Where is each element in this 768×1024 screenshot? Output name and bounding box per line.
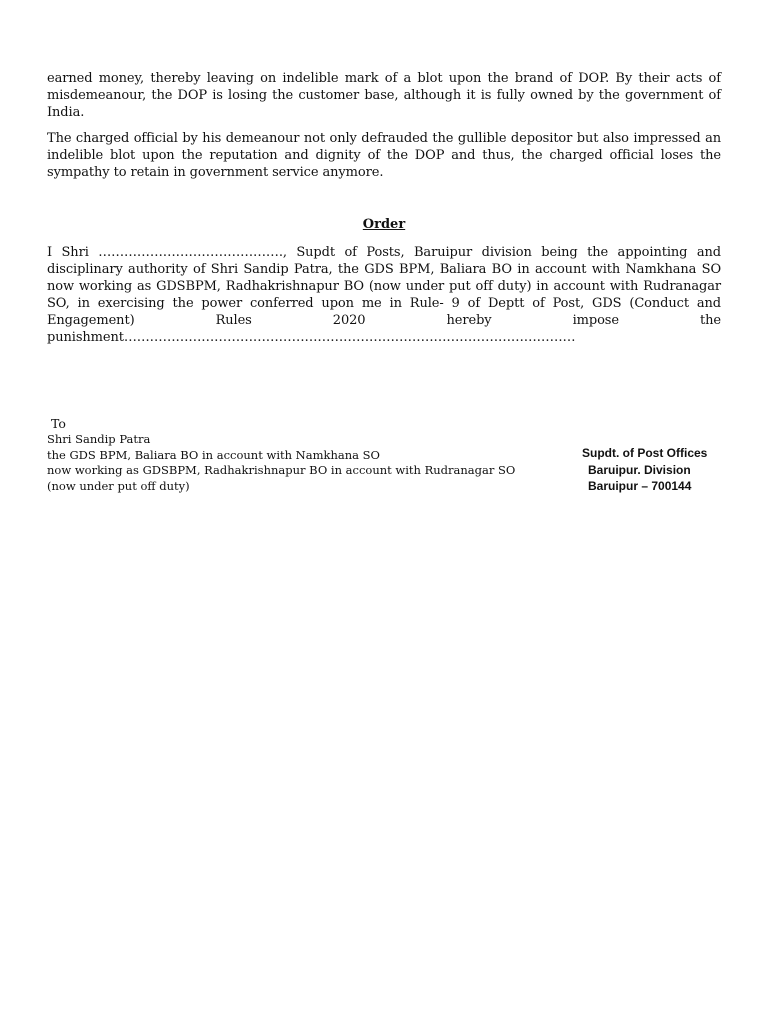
recipient-name: Shri Sandip Patra bbox=[47, 432, 151, 446]
order-text: I Shri ……………………………………., Supdt of Posts, Baruipur division being the appointing and disciplinary authority of Shri Sandip Patra, the GDS BPM, Baliara BO in account with Namkhana SO now working as GDSBPM, Radhakrishnapur BO (now under put off duty) in account with Rudranagar SO, in exercising the power conferred upon me in Rule- 9 of Deptt of Post, GDS (Conduct and Engagement) Rules 2020 hereby impose the punishment…………………………………………………………………………………………… bbox=[47, 245, 721, 345]
recipient-status: (now under put off duty) bbox=[47, 478, 190, 493]
paragraph-charged-official: The charged official by his demeanour not only defrauded the gullible depositor but also impressed an indelible blot upon the reputation and dignity of the DOP and thus, the charged official loses the sympathy to retain in government service anymore. bbox=[47, 131, 721, 180]
to-label: To bbox=[51, 416, 66, 431]
recipient-designation: the GDS BPM, Baliara BO in account with Namkhana SO bbox=[47, 447, 380, 462]
paragraph-misdemeanour: earned money, thereby leaving on indelible mark of a blot upon the brand of DOP. By their acts of misdemeanour, the DOP is losing the customer base, although it is fully owned by the government of India. bbox=[47, 71, 721, 120]
signatory-block bbox=[582, 445, 707, 495]
recipient-address bbox=[47, 416, 515, 494]
signatory-division: Baruipur. Division bbox=[588, 462, 691, 477]
signatory-address: Baruipur – 700144 bbox=[588, 479, 692, 493]
order-heading: Order bbox=[362, 217, 406, 232]
signatory-title: Supdt. of Post Offices bbox=[582, 446, 708, 460]
recipient-current-post: now working as GDSBPM, Radhakrishnapur BO in account with Rudranagar SO bbox=[47, 463, 516, 478]
